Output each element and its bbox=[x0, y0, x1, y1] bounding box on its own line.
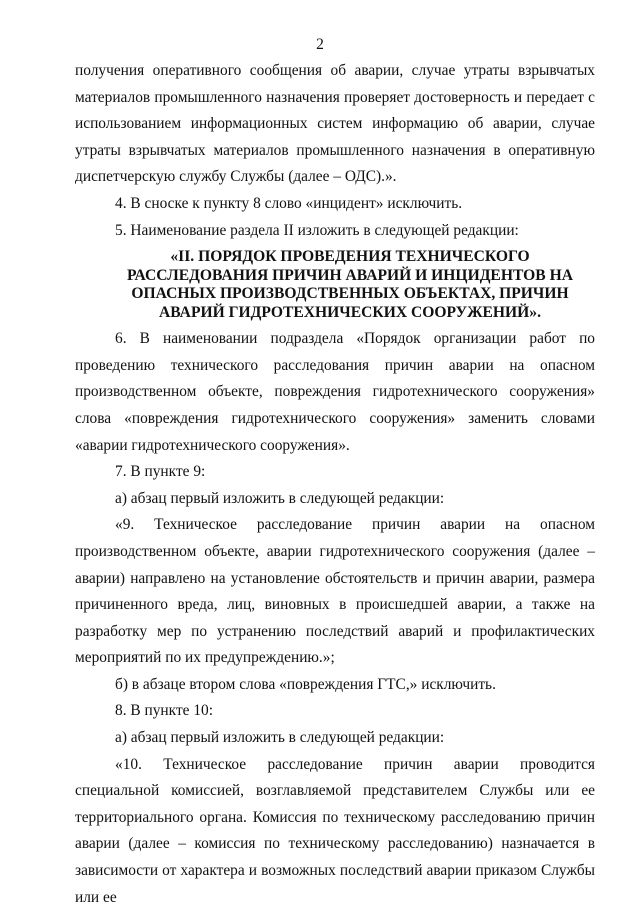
paragraph-item-4: 4. В сноске к пункту 8 слово «инцидент» исключить. bbox=[115, 194, 463, 212]
paragraph-item-8: 8. В пункте 10: bbox=[115, 702, 214, 720]
paragraph-item-8a: а) абзац первый изложить в следующей редакции: bbox=[115, 729, 445, 747]
paragraph-item-7: 7. В пункте 9: bbox=[115, 463, 206, 481]
page-number: 2 bbox=[316, 36, 324, 53]
paragraph-continuation: получения оперативного сообщения об аварии, случае утраты взрывчатых материалов промышленного назначения проверяет достоверность и передает с использованием информационных систем информацию об аварии, случае утраты взрывчатых материалов промышленного назначения в оперативную диспетчерскую службу Службы (далее – ОДС).». bbox=[75, 62, 595, 186]
document-body bbox=[75, 58, 595, 911]
paragraph-quote-9: «9. Техническое расследование причин аварии на опасном производственном объекте, аварии гидротехнического сооружения (далее – аварии) направлено на установление обстоятельств и причин аварии, размера причиненного вреда, лиц, виновных в происшедшей аварии, а также на разработку мер по устранению последствий аварий и профилактических мероприятий по их предупреждению.»; bbox=[75, 516, 595, 667]
paragraph-item-5: 5. Наименование раздела II изложить в следующей редакции: bbox=[115, 221, 519, 239]
paragraph-item-7a: а) абзац первый изложить в следующей редакции: bbox=[115, 489, 445, 507]
section-heading: «II. ПОРЯДОК ПРОВЕДЕНИЯ ТЕХНИЧЕСКОГО РАССЛЕДОВАНИЯ ПРИЧИН АВАРИЙ И ИНЦИДЕНТОВ НА ОПАСНЫХ ПРОИЗВОДСТВЕННЫХ ОБЪЕКТАХ, ПРИЧИН АВАРИЙ ГИДРОТЕХНИЧЕСКИХ СООРУЖЕНИЙ». bbox=[127, 248, 573, 321]
paragraph-item-7b: б) в абзаце втором слова «повреждения ГТС,» исключить. bbox=[115, 675, 496, 693]
paragraph-quote-10: «10. Техническое расследование причин аварии проводится специальной комиссией, возглавляемой представителем Службы или ее территориального органа. Комиссия по техническому расследованию причин аварии (далее – комиссия по техническому расследованию) назначается в зависимости от характера и возможных последствий аварии приказом Службы или ее bbox=[75, 755, 595, 906]
paragraph-item-6: 6. В наименовании подраздела «Порядок организации работ по проведению технического расследования причин аварии на опасном производственном объекте, повреждения гидротехнического сооружения» слова «повреждения гидротехнического сооружения» заменить словами «аварии гидротехнического сооружения». bbox=[75, 330, 595, 454]
